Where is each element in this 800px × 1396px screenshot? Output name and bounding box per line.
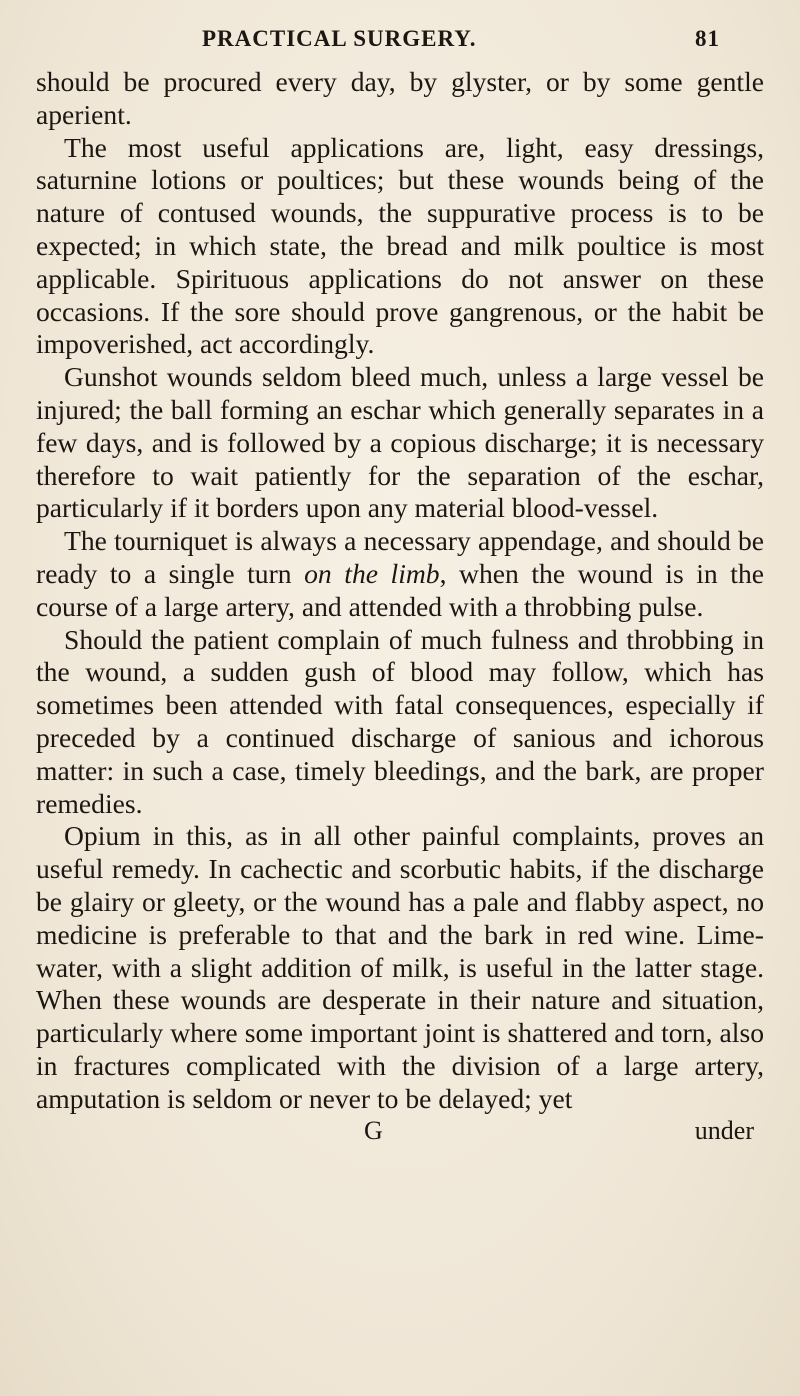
paragraph-throbbing: Should the patient complain of much fulness and throbbing in the wound, a sudden gush of blood may follow, which has sometimes been attended with fatal consequences, especially if preceded by a continued discharge of sanious and ichorous matter: in such a case, timely bleedings, and the bark, are proper remedies. xyxy=(36,623,764,819)
running-title: PRACTICAL SURGERY. xyxy=(202,26,477,51)
running-head xyxy=(36,26,764,66)
paragraph-tourniquet xyxy=(36,525,764,623)
signature-mark: G xyxy=(364,1115,383,1145)
tourniquet-text-before: The tourniquet is always a necessary appendage, and should be ready to a single turn xyxy=(36,525,764,589)
tourniquet-text-after: , when the wound is in the course of a large artery, and attended with a throbbing pulse. xyxy=(36,557,764,622)
paragraph-continuation: should be procured every day, by glyster, or by some gentle aperient. xyxy=(36,66,764,130)
paragraph-applications: The most useful applications are, light, easy dressings, saturnine lotions or poultices; but these wounds being of the nature of contused wounds, the suppurative process is to be expected; in which state, the bread and milk poultice is most applicable. Spirituous applications do not answer on these occasions. If the sore should prove gangrenous, or the habit be impoverished, act accordingly. xyxy=(36,131,764,360)
tourniquet-text-italic: on the limb xyxy=(304,557,440,589)
paragraph-opium: Opium in this, as in all other painful complaints, proves an useful remedy. In cachectic and scorbutic habits, if the discharge be glairy or gleety, or the wound has a pale and flabby aspect, no medicine is preferable to that and the bark in red wine. Lime-water, with a slight addition of milk, is useful in the latter stage. When these wounds are desperate in their nature and situation, particularly where some important joint is shattered and torn, also in fractures complicated with the division of a large artery, amputation is seldom or never to be delayed; yet xyxy=(36,820,764,1114)
catchword: under xyxy=(694,1115,754,1145)
page-number: 81 xyxy=(695,26,720,51)
paragraph-gunshot-wounds: Gunshot wounds seldom bleed much, unless a large vessel be injured; the ball forming an eschar which generally separates in a few days, and is followed by a copious discharge; it is necessary therefore to wait patiently for the separation of the eschar, particularly if it borders upon any material blood-vessel. xyxy=(36,361,764,524)
page-footer xyxy=(36,1116,764,1152)
body-text xyxy=(36,66,764,1116)
